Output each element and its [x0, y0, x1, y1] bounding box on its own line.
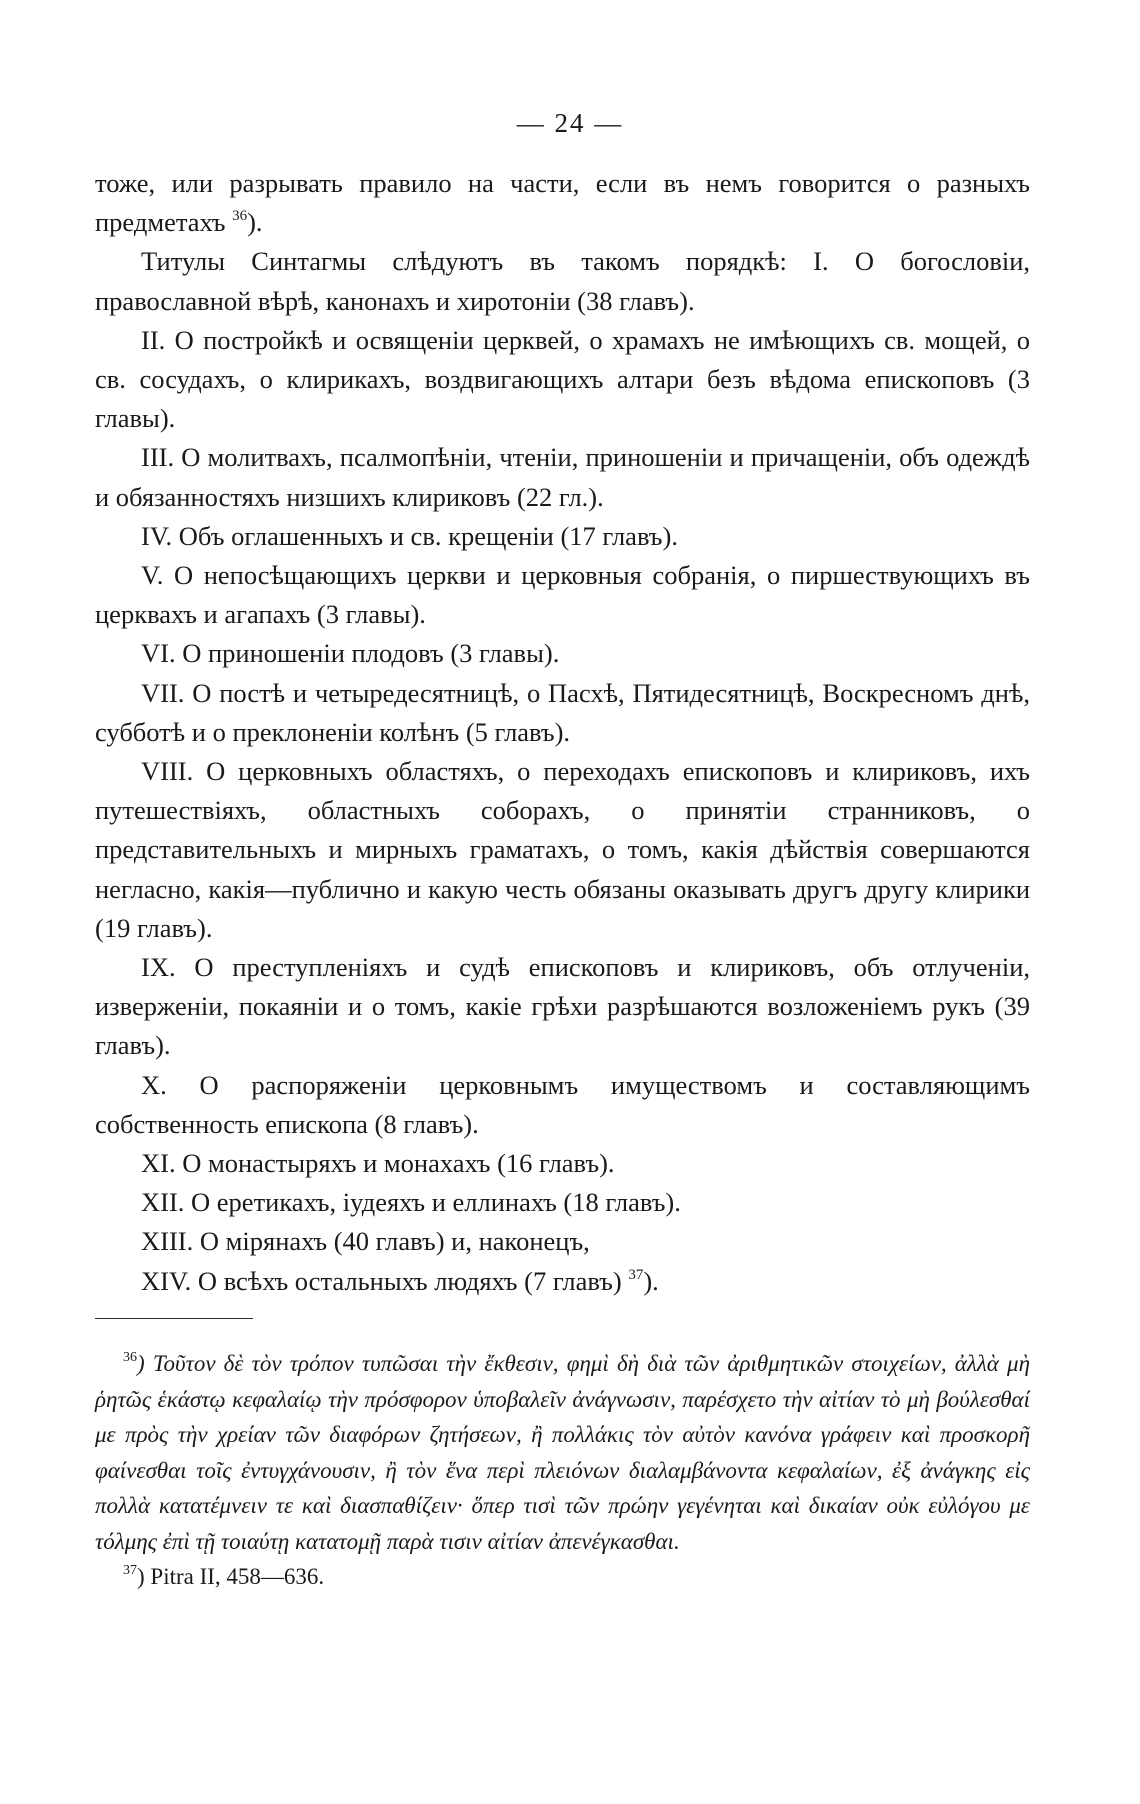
footnote-ref-37: 37 — [628, 1266, 644, 1283]
footnotes — [95, 1346, 1030, 1595]
paragraph-title-11: XI. О монастыряхъ и монахахъ (16 главъ). — [141, 1148, 615, 1179]
paragraph-title-7: VII. О постѣ и четыредесятницѣ, о Пасхѣ, Пятидесятницѣ, Воскресномъ днѣ, субботѣ и о преклоненіи колѣнъ (5 главъ). — [95, 677, 1030, 747]
paragraph-title-13: XIII. О мірянахъ (40 главъ) и, наконецъ, — [141, 1226, 590, 1257]
paragraph-title-12: XII. О еретикахъ, іудеяхъ и еллинахъ (18 главъ). — [141, 1187, 681, 1218]
paragraph-title-8: VIII. О церковныхъ областяхъ, о переходахъ епископовъ и клириковъ, ихъ путешествіяхъ, областныхъ соборахъ, о принятіи странниковъ, о представительныхъ и мирныхъ граматахъ, о томъ, какія дѣйствія совершаются негласно, какія—публично и какую честь обязаны оказывать другъ другу клирики (19 главъ). — [95, 756, 1030, 943]
main-text — [95, 164, 1030, 1301]
footnote-36 — [95, 1346, 1030, 1559]
footnote-mark: 37 — [123, 1563, 137, 1578]
paragraph-title-5: V. О непосѣщающихъ церкви и церковныя собранія, о пиршествующихъ въ церквахъ и агапахъ (3 главы). — [95, 560, 1030, 630]
footnote-mark: 36 — [123, 1350, 137, 1365]
page-number: — 24 — — [516, 108, 624, 138]
paragraph-title-3: III. О молитвахъ, псалмопѣніи, чтеніи, приношеніи и причащеніи, объ одеждѣ и обязанностяхъ низшихъ клириковъ (22 гл.). — [95, 442, 1030, 512]
footnote-text: ) Τοῦτον δὲ τὸν τρόπον τυπῶσαι τὴν ἔκθεσιν, φημὶ δὴ διὰ τῶν ἀριθμητικῶν στοιχείων, ἀλλὰ μὴ ῥητῶς ἑκάστῳ κεφαλαίῳ τὴν πρόσφορον ὑποβαλεῖν ἀνάγνωσιν, παρέσχετο τὴν αἰτίαν τὸ μὴ βούλεσθαί με πρὸς τὴν χρείαν τῶν διαφόρων ζητήσεων, ἢ πολλάκις τὸν αὐτὸν κανόνα γράφειν καὶ προσκορῆ φαίνεσθαι τοῖς ἐντυγχάνουσιν, ἢ τὸν ἕνα περὶ πλειόνων διαλαμβάνοντα κεφαλαίων, ἐξ ἀνάγκης εἰς πολλὰ κατατέμνειν τε καὶ διασπαθίζειν· ὅπερ τισὶ τῶν πρώην γεγένηται καὶ δικαίαν οὐκ εὐλόγου με τόλμης ἐπὶ τῇ τοιαύτῃ κατατομῇ παρὰ τισιν αἰτίαν ἀπενέγκασθαι. — [95, 1351, 1030, 1554]
footnote-separator — [95, 1318, 253, 1319]
paragraph-title-2: II. О постройкѣ и освященіи церквей, о храмахъ не имѣющихъ св. мощей, о св. сосудахъ, о клирикахъ, воздвигающихъ алтари безъ вѣдома епископовъ (3 главы). — [95, 324, 1030, 434]
footnote-text: ) Pitra II, 458—636. — [137, 1564, 325, 1589]
paragraph-title-4: IV. Объ оглашенныхъ и св. крещеніи (17 главъ). — [141, 520, 678, 551]
paragraph-title-14: XIV. О всѣхъ остальныхъ людяхъ (7 главъ) $^{37}$). — [141, 1265, 659, 1296]
paragraph-continuation: тоже, или разрывать правило на части, если въ немъ говорится о разныхъ предметахъ $^{36}$). — [95, 168, 1030, 238]
paragraph-title-10: X. О распоряженіи церковнымъ имуществомъ и составляющимъ собственность епископа (8 главъ). — [95, 1069, 1030, 1139]
paragraph-titles-intro: Титулы Синтагмы слѣдуютъ въ такомъ порядкѣ: I. О богословіи, православной вѣрѣ, канонахъ и хиротоніи (38 главъ). — [95, 246, 1030, 316]
paragraph-title-9: IX. О преступленіяхъ и судѣ епископовъ и клириковъ, объ отлученіи, изверженіи, покаяніи и о томъ, какіе грѣхи разрѣшаются возложеніемъ рукъ (39 главъ). — [95, 952, 1030, 1061]
footnote-37 — [95, 1559, 1030, 1595]
paragraph-title-6: VI. О приношеніи плодовъ (3 главы). — [141, 638, 560, 669]
footnote-ref-36: 36 — [232, 208, 248, 225]
